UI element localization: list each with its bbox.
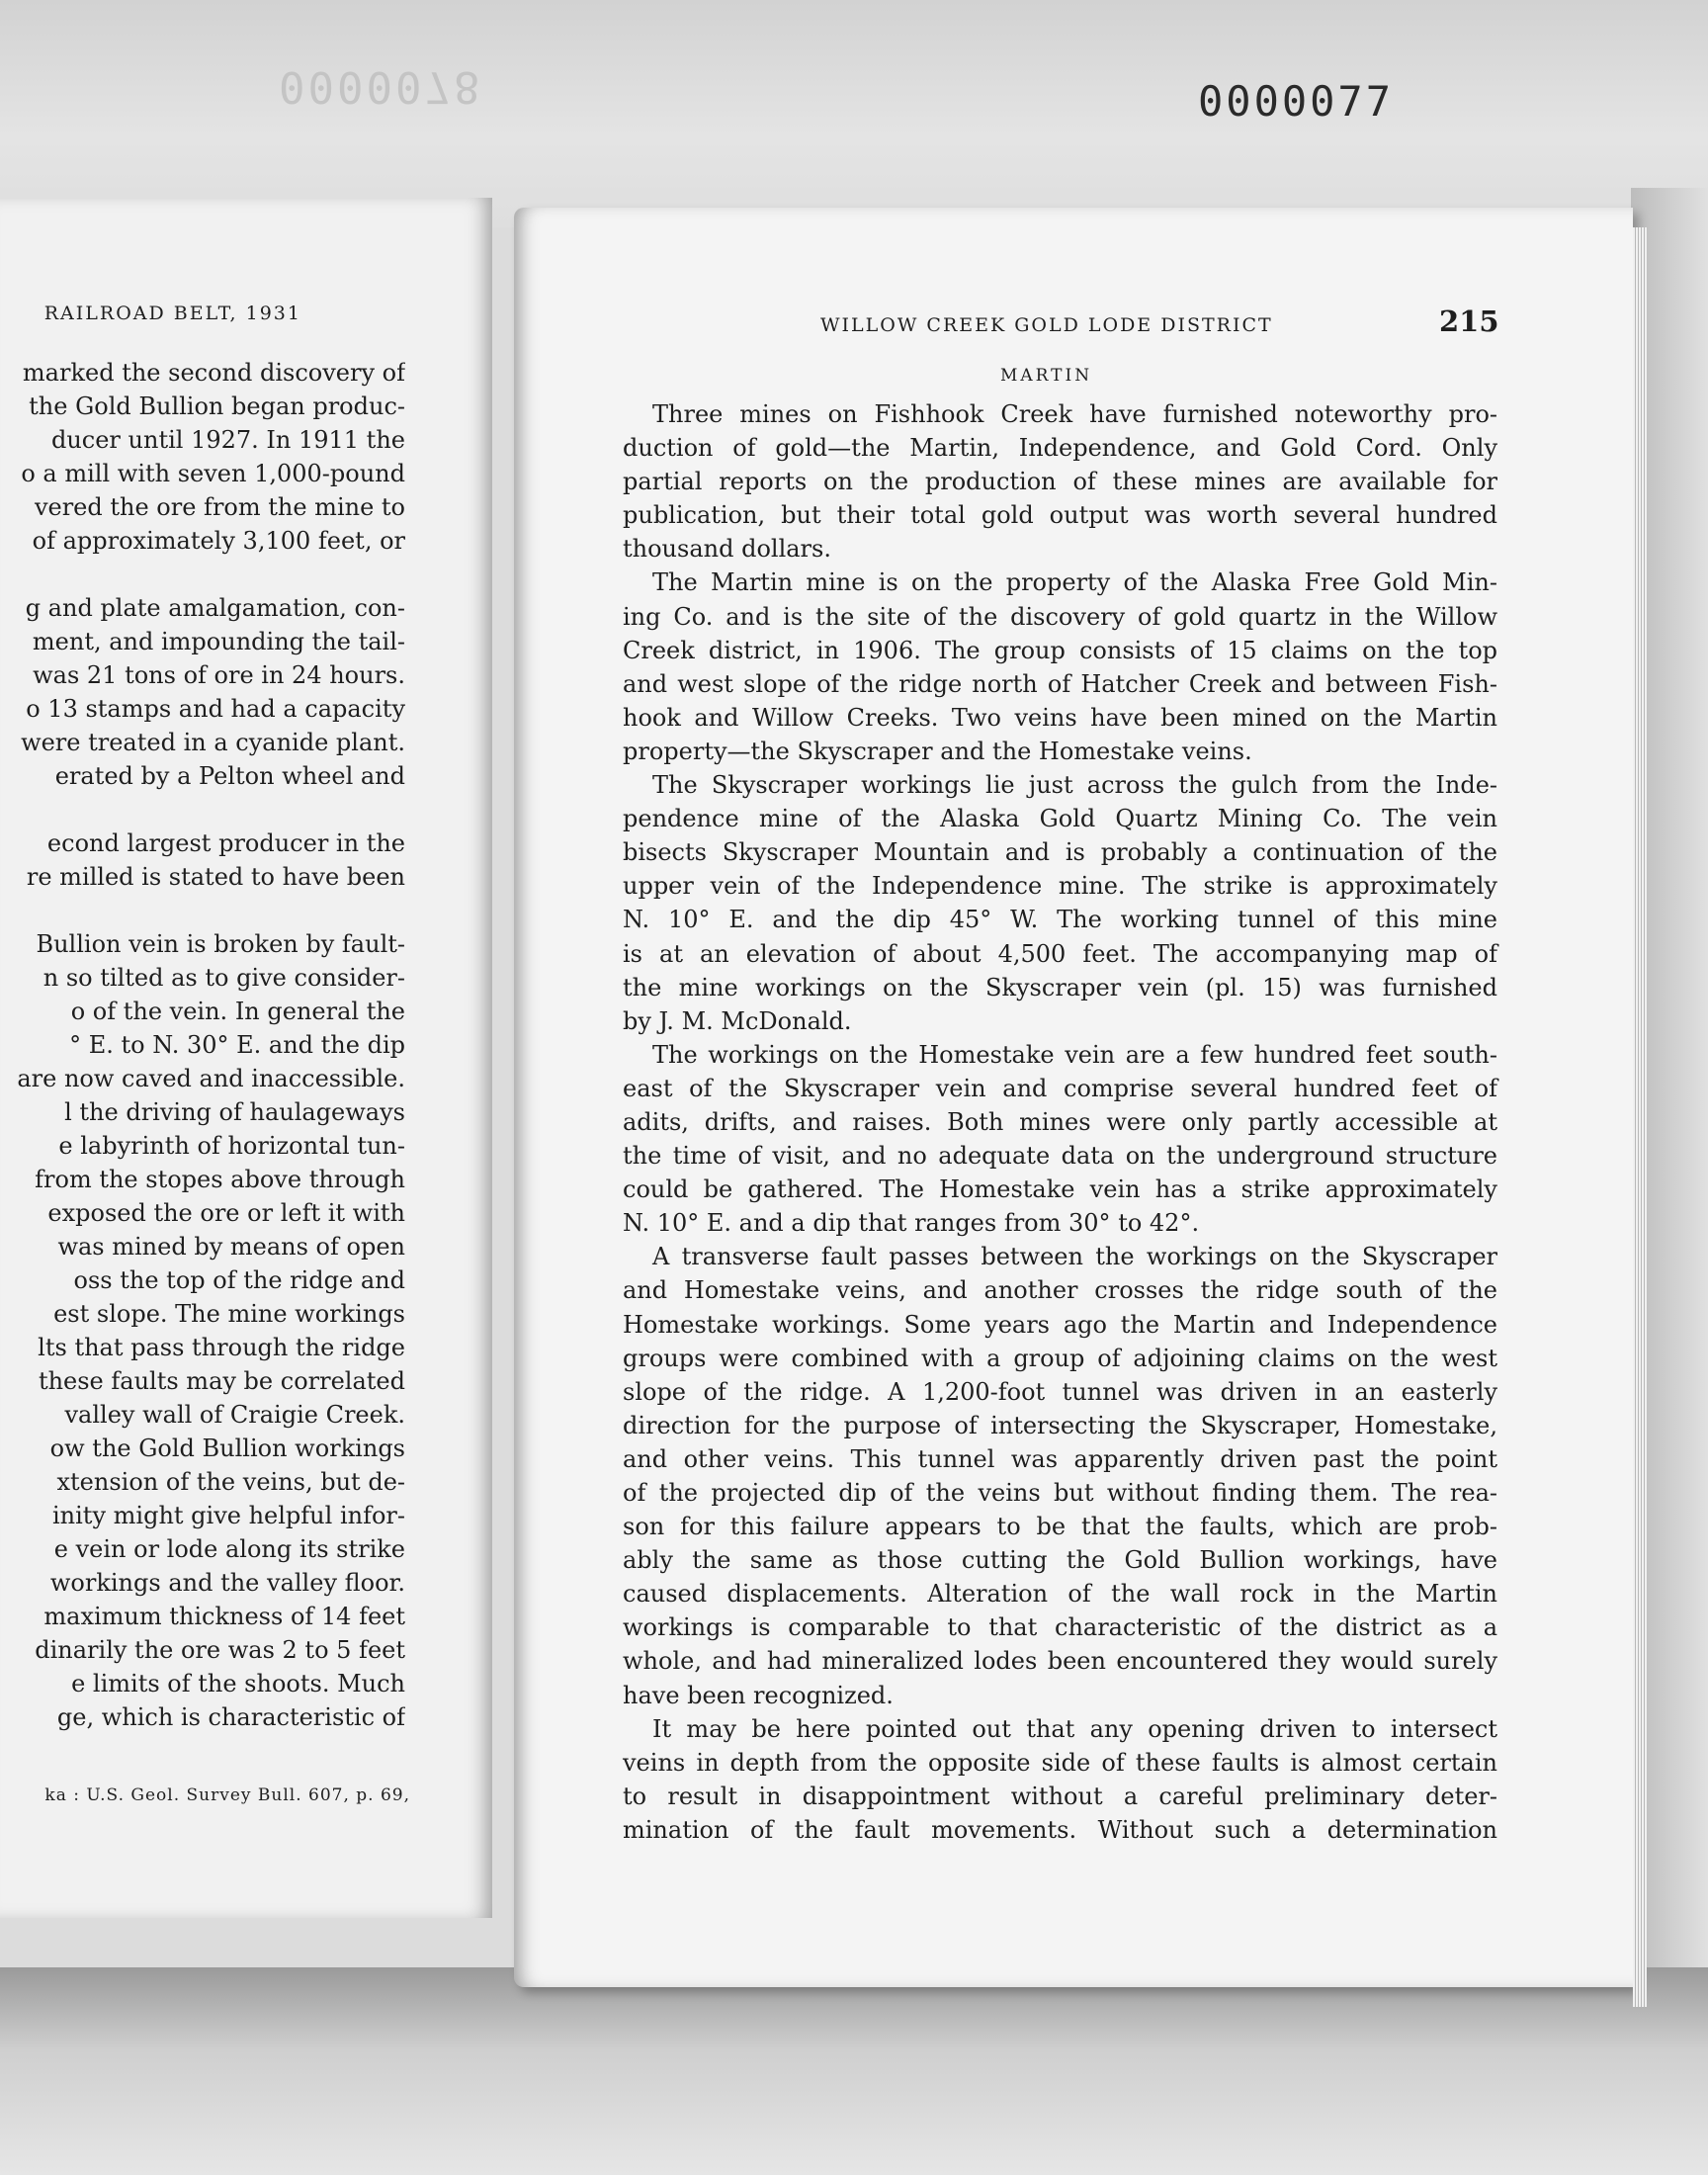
scan-background-bottom: [0, 1967, 1708, 2175]
body-text-line: The Skyscraper workings lie just across the gulch from the Inde-: [652, 771, 1497, 800]
left-text-line: ° E. to N. 30° E. and the dip: [69, 1031, 405, 1059]
left-text-line: o 13 stamps and had a capacity: [26, 695, 405, 723]
body-text-line: to result in disappointment without a careful preliminary deter-: [623, 1782, 1497, 1810]
left-text-line: e labyrinth of horizontal tun-: [58, 1132, 405, 1160]
left-text-line: inity might give helpful infor-: [52, 1502, 405, 1529]
left-text-line: ment, and impounding the tail-: [32, 628, 405, 655]
body-text-line: publication, but their total gold output was worth several hundred: [623, 501, 1497, 530]
left-text-line: was 21 tons of ore in 24 hours.: [33, 661, 405, 689]
body-text-line: Homestake workings. Some years ago the Martin and Independence: [623, 1310, 1497, 1339]
page-edge-stack: [1633, 227, 1647, 2007]
body-text-line: mination of the fault movements. Without such a determination: [623, 1815, 1497, 1844]
left-text-line: maximum thickness of 14 feet: [43, 1603, 405, 1630]
ghost-page-stamp: 0000078: [279, 61, 483, 112]
left-text-line: lts that pass through the ridge: [38, 1334, 405, 1361]
body-text-line: east of the Skyscraper vein and comprise several hundred feet of: [623, 1074, 1497, 1102]
section-title: MARTIN: [1000, 366, 1093, 386]
left-text-line: erated by a Pelton wheel and: [54, 762, 405, 790]
left-text-line: dinarily the ore was 2 to 5 feet: [35, 1636, 405, 1664]
body-text-line: A transverse fault passes between the workings on the Skyscraper: [652, 1243, 1497, 1271]
left-text-line: workings and the valley floor.: [49, 1569, 405, 1597]
body-text-line: hook and Willow Creeks. Two veins have been mined on the Martin: [623, 703, 1497, 732]
left-text-line: oss the top of the ridge and: [73, 1266, 405, 1294]
page-number: 215: [1439, 304, 1499, 338]
body-text-line: The Martin mine is on the property of the Alaska Free Gold Min-: [652, 568, 1497, 597]
left-text-line: g and plate amalgamation, con-: [25, 594, 405, 622]
body-text-line: whole, and had mineralized lodes been encountered they would surely: [623, 1647, 1497, 1676]
left-text-line: ducer until 1927. In 1911 the: [50, 426, 405, 454]
body-text-line: thousand dollars.: [623, 535, 831, 564]
left-text-line: vered the ore from the mine to: [34, 493, 405, 521]
left-text-line: o of the vein. In general the: [70, 998, 405, 1025]
body-text-line: and Homestake veins, and another crosses the ridge south of the: [623, 1276, 1497, 1305]
left-text-line: [0, 558, 405, 591]
body-text-line: Three mines on Fishhook Creek have furnished noteworthy pro-: [652, 400, 1497, 428]
left-text-line: econd largest producer in the: [46, 829, 405, 857]
body-text-line: of the projected dip of the veins but without finding them. The rea-: [623, 1479, 1497, 1507]
left-running-head: RAILROAD BELT, 1931: [43, 303, 301, 324]
body-text-line: is at an elevation of about 4,500 feet. The accompanying map of: [623, 939, 1497, 968]
body-text-line: could be gathered. The Homestake vein has a strike approximately: [623, 1175, 1497, 1204]
body-text-line: and west slope of the ridge north of Hatcher Creek and between Fish-: [623, 669, 1497, 698]
left-text-line: exposed the ore or left it with: [47, 1199, 405, 1227]
left-text-line: l the driving of haulageways: [64, 1098, 405, 1126]
left-text-line: xtension of the veins, but de-: [56, 1468, 405, 1496]
body-text-line: bisects Skyscraper Mountain and is probably a continuation of the: [623, 838, 1497, 867]
body-text-line: N. 10° E. and a dip that ranges from 30° to 42°.: [623, 1209, 1200, 1238]
body-text-line: partial reports on the production of these mines are available for: [623, 468, 1497, 496]
scan-background-top: [0, 0, 1708, 227]
left-text-line: ge, which is characteristic of: [56, 1703, 405, 1731]
left-page-text: [0, 356, 405, 1734]
left-text-line: of approximately 3,100 feet, or: [32, 527, 405, 555]
body-text-line: groups were combined with a group of adjoining claims on the west: [623, 1344, 1497, 1372]
left-text-line: [0, 894, 405, 927]
body-text-line: veins in depth from the opposite side of these faults is almost certain: [623, 1748, 1497, 1777]
body-text-line: direction for the purpose of intersecting the Skyscraper, Homestake,: [623, 1411, 1497, 1439]
left-text-line: valley wall of Craigie Creek.: [64, 1401, 405, 1429]
body-text-line: duction of gold—the Martin, Independence, and Gold Cord. Only: [623, 434, 1497, 463]
left-text-line: are now caved and inaccessible.: [17, 1065, 405, 1092]
body-text-line: workings is comparable to that characteristic of the district as a: [623, 1613, 1497, 1642]
body-text-line: property—the Skyscraper and the Homestake veins.: [623, 737, 1252, 765]
body-text: [623, 397, 1497, 1847]
body-text-line: caused displacements. Alteration of the wall rock in the Martin: [623, 1580, 1497, 1609]
body-text-line: son for this failure appears to be that the faults, which are prob-: [623, 1513, 1497, 1541]
body-text-line: the mine workings on the Skyscraper vein (pl. 15) was furnished: [623, 973, 1497, 1001]
page-stamp-number: 0000077: [1198, 77, 1395, 126]
left-text-line: from the stopes above through: [35, 1166, 405, 1193]
left-page: [0, 198, 492, 1918]
body-text-line: ing Co. and is the site of the discovery of gold quartz in the Willow: [623, 602, 1497, 631]
body-text-line: the time of visit, and no adequate data on the underground structure: [623, 1142, 1497, 1171]
body-text-line: have been recognized.: [623, 1681, 894, 1709]
left-text-line: Bullion vein is broken by fault-: [36, 930, 405, 958]
left-text-line: marked the second discovery of: [22, 359, 405, 387]
running-head: WILLOW CREEK GOLD LODE DISTRICT: [820, 314, 1273, 336]
left-text-line: was mined by means of open: [57, 1233, 405, 1261]
body-text-line: slope of the ridge. A 1,200-foot tunnel was driven in an easterly: [623, 1377, 1497, 1406]
left-text-line: e vein or lode along its strike: [53, 1535, 405, 1563]
body-text-line: upper vein of the Independence mine. The strike is approximately: [623, 872, 1497, 901]
left-text-line: [0, 793, 405, 826]
left-text-line: were treated in a cyanide plant.: [21, 729, 405, 756]
body-text-line: N. 10° E. and the dip 45° W. The working tunnel of this mine: [623, 906, 1497, 934]
left-text-line: o a mill with seven 1,000-pound: [21, 460, 405, 487]
body-text-line: pendence mine of the Alaska Gold Quartz Mining Co. The vein: [623, 805, 1497, 833]
left-text-line: n so tilted as to give consider-: [43, 964, 405, 992]
body-text-line: by J. M. McDonald.: [623, 1006, 852, 1035]
left-text-line: re milled is stated to have been: [26, 863, 405, 891]
body-text-line: The workings on the Homestake vein are a few hundred feet south-: [652, 1040, 1497, 1069]
left-text-line: e limits of the shoots. Much: [71, 1670, 405, 1697]
body-text-line: and other veins. This tunnel was apparently driven past the point: [623, 1444, 1497, 1473]
left-text-line: est slope. The mine workings: [53, 1300, 405, 1328]
body-text-line: It may be here pointed out that any opening driven to intersect: [652, 1714, 1497, 1743]
body-text-line: adits, drifts, and raises. Both mines were only partly accessible at: [623, 1107, 1497, 1136]
body-text-line: Creek district, in 1906. The group consists of 15 claims on the top: [623, 636, 1497, 664]
left-text-line: these faults may be correlated: [38, 1367, 405, 1395]
body-text-line: ably the same as those cutting the Gold Bullion workings, have: [623, 1546, 1497, 1575]
left-text-line: the Gold Bullion began produc-: [29, 392, 405, 420]
left-text-line: ow the Gold Bullion workings: [49, 1435, 405, 1462]
left-footnote: ka : U.S. Geol. Survey Bull. 607, p. 69,: [44, 1785, 410, 1805]
